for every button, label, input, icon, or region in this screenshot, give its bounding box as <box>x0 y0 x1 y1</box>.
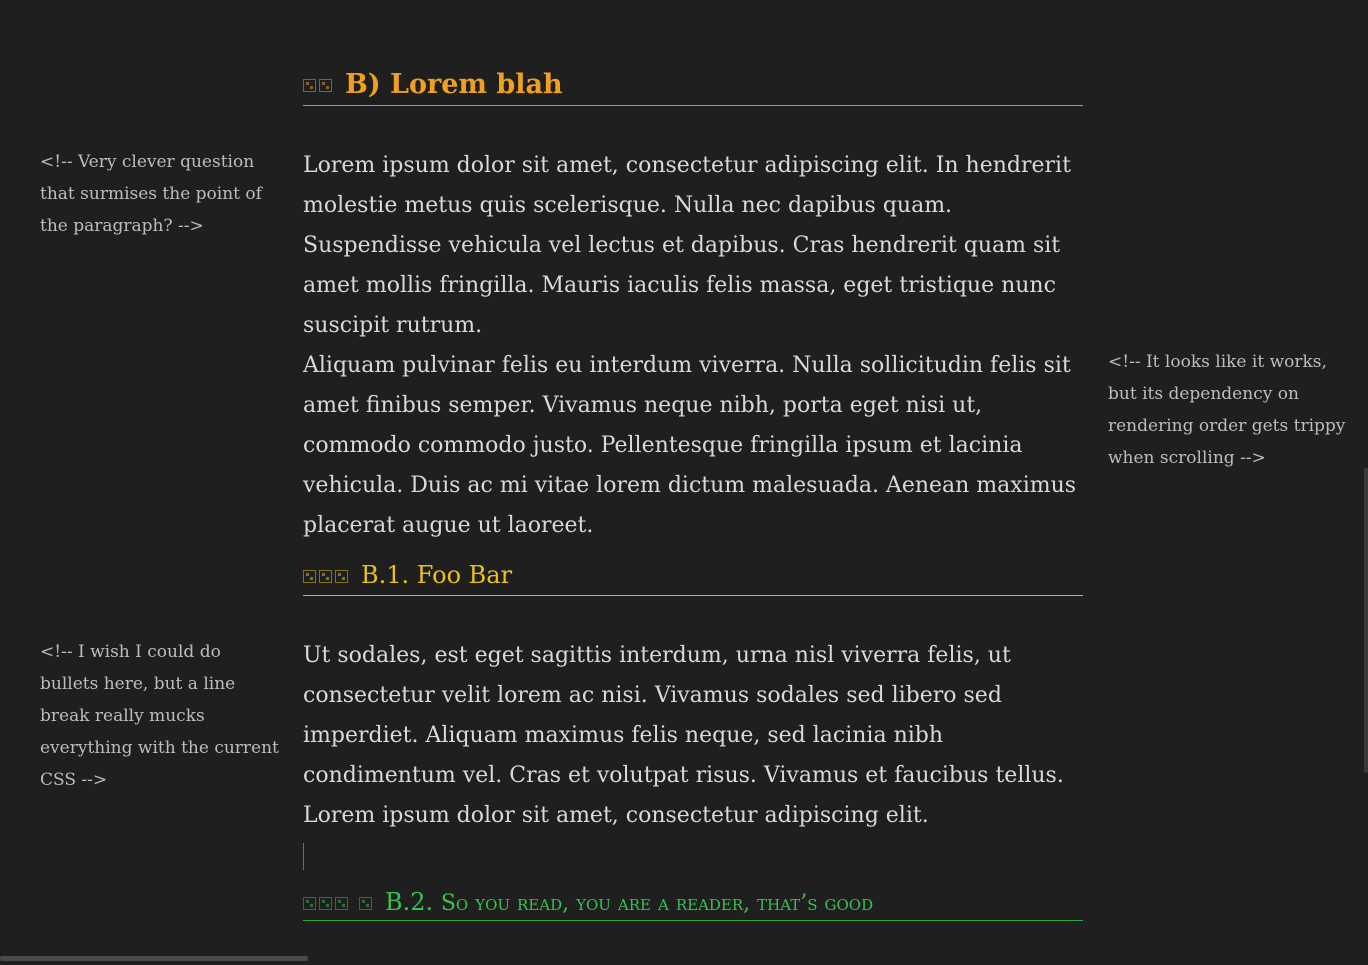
margin-note: <!-- I wish I could do bullets here, but a line break really mucks everything with the current CSS --> <box>40 642 279 790</box>
paragraph: Lorem ipsum dolor sit amet, consectetur adipiscing elit. In hendrerit molestie metus quis scelerisque. Nulla nec dapibus quam. Suspendisse vehicula vel lectus et dapibus. Cras hendrerit quam sit amet mollis fringilla. Mauris iaculis felis massa, eget tristique nunc suscipit rutrum. <box>303 153 1071 338</box>
margin-note: <!-- Very clever question that surmises the point of the paragraph? --> <box>40 152 262 236</box>
margin-note: <!-- It looks like it works, but its dependency on rendering order gets trippy when scrolling --> <box>1108 352 1346 468</box>
dice-icon <box>303 886 375 922</box>
paragraph: Aliquam pulvinar felis eu interdum viverra. Nulla sollicitudin felis sit amet finibus semper. Vivamus neque nibh, porta eget nisi ut, commodo commodo justo. Pellentesque fringilla ipsum et lacinia vehicula. Duis ac mi vitae lorem dictum malesuada. Aenean maximus placerat augue ut laoreet. <box>303 353 1077 538</box>
horizontal-scrollbar[interactable] <box>0 956 308 961</box>
text-cursor <box>303 843 304 870</box>
vertical-scrollbar[interactable] <box>1364 468 1368 773</box>
section-heading-b1-text: B.1. Foo Bar <box>361 561 513 589</box>
dice-icon <box>303 557 351 596</box>
section-heading-b2-number: B.2. <box>385 888 434 916</box>
section-heading-b2-text: So you read, you are a reader, that’s good <box>440 891 874 916</box>
dice-icon <box>303 65 335 106</box>
paragraph: Ut sodales, est eget sagittis interdum, urna nisl viverra felis, ut consectetur velit lorem ac nisi. Vivamus sodales sed libero sed imperdiet. Aliquam maximus felis neque, sed lacinia nibh condimentum vel. Cras et volutpat risus. Vivamus et faucibus tellus. Lorem ipsum dolor sit amet, consectetur adipiscing elit. <box>303 643 1064 828</box>
section-heading-b <box>303 64 1083 106</box>
section-heading-b2 <box>303 884 1083 921</box>
section-heading-b-text: B) Lorem blah <box>345 69 563 100</box>
section-heading-b1 <box>303 556 1083 596</box>
